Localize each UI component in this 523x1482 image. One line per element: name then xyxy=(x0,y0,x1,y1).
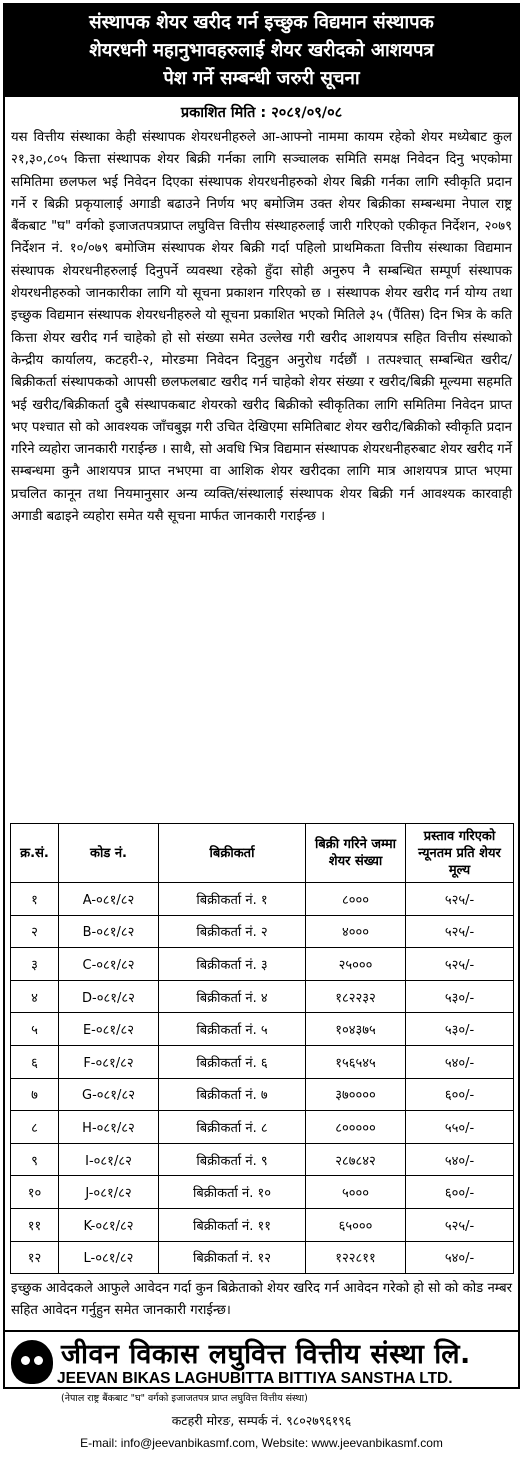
table-row xyxy=(11,1208,514,1241)
cell-code: L-०८१/८२ xyxy=(59,1241,159,1274)
header-seller: बिक्रीकर्ता xyxy=(159,824,306,883)
cell-min-price: ५४०/- xyxy=(406,1241,514,1274)
organization-address: कटहरी मोरङ, सम्पर्क नं. ९८०२७९६१९६ xyxy=(171,1413,352,1429)
organization-logo-icon xyxy=(11,1340,53,1384)
organization-name-nepali: जीवन विकास लघुवित्त वित्तीय संस्था लि. xyxy=(61,1339,471,1371)
published-date: प्रकाशित मिति : २०८१/०९/०८ xyxy=(180,105,343,121)
cell-code: B-०८१/८२ xyxy=(59,915,159,948)
applicant-note: इच्छुक आवेदकले आफुले आवेदन गर्दा कुन बिक्रेताको शेयर खरिद गर्न आवेदन गरेको हो सो को कोड नम्बर सहित आवेदन गर्नुहुन समेत जानकारी गराईन्छ। xyxy=(11,1281,512,1319)
cell-share-count: ५००० xyxy=(306,1176,406,1209)
cell-serial: ११ xyxy=(11,1208,59,1241)
cell-min-price: ६००/- xyxy=(406,1176,514,1209)
cell-serial: २ xyxy=(11,915,59,948)
cell-serial: ५ xyxy=(11,1013,59,1046)
notice-header xyxy=(5,5,518,97)
organization-name-english: JEEVAN BIKAS LAGHUBITTA BITTIYA SANSTHA LTD. xyxy=(57,1370,453,1388)
cell-min-price: ६००/- xyxy=(406,1078,514,1111)
cell-min-price: ५२५/- xyxy=(406,883,514,916)
cell-min-price: ५२५/- xyxy=(406,1208,514,1241)
cell-serial: १० xyxy=(11,1176,59,1209)
cell-share-count: २८७८४२ xyxy=(306,1143,406,1176)
cell-serial: ८ xyxy=(11,1111,59,1144)
cell-code: A-०८१/८२ xyxy=(59,883,159,916)
organization-subtitle: (नेपाल राष्ट्र बैंकबाट "घ" वर्गको इजाजतपत्र प्राप्त लघुवित्त वित्तीय संस्था) xyxy=(61,1393,308,1405)
header-share-count: बिक्री गरिने जम्मा शेयर संख्या xyxy=(306,824,406,883)
cell-code: K-०८१/८२ xyxy=(59,1208,159,1241)
table-row xyxy=(11,915,514,948)
cell-serial: ९ xyxy=(11,1143,59,1176)
header-line-1: संस्थापक शेयर खरीद गर्न इच्छुक विद्यमान संस्थापक xyxy=(89,12,434,33)
cell-serial: ४ xyxy=(11,980,59,1013)
cell-min-price: ५४०/- xyxy=(406,1143,514,1176)
cell-serial: ७ xyxy=(11,1078,59,1111)
table-row xyxy=(11,1045,514,1078)
cell-code: D-०८१/८२ xyxy=(59,980,159,1013)
cell-min-price: ५३०/- xyxy=(406,980,514,1013)
cell-seller: बिक्रीकर्ता नं. ५ xyxy=(159,1013,306,1046)
table-row xyxy=(11,1143,514,1176)
cell-share-count: ६५००० xyxy=(306,1208,406,1241)
table-row xyxy=(11,1078,514,1111)
logo-eye-right xyxy=(34,1356,43,1365)
cell-min-price: ५४०/- xyxy=(406,1045,514,1078)
cell-seller: बिक्रीकर्ता नं. ११ xyxy=(159,1208,306,1241)
header-line-3: पेश गर्ने सम्बन्धी जरुरी सूचना xyxy=(163,68,360,89)
cell-share-count: १२२८११ xyxy=(306,1241,406,1274)
header-code: कोड नं. xyxy=(59,824,159,883)
seller-table-header-row xyxy=(11,824,514,883)
cell-seller: बिक्रीकर्ता नं. १२ xyxy=(159,1241,306,1274)
logo-eye-left xyxy=(21,1356,30,1365)
cell-share-count: २५००० xyxy=(306,948,406,981)
table-row xyxy=(11,1241,514,1274)
cell-code: J-०८१/८२ xyxy=(59,1176,159,1209)
table-row xyxy=(11,1111,514,1144)
cell-serial: ३ xyxy=(11,948,59,981)
table-row xyxy=(11,1013,514,1046)
table-row xyxy=(11,948,514,981)
table-row xyxy=(11,1176,514,1209)
header-min-price: प्रस्ताव गरिएको न्यूनतम प्रति शेयर मूल्य xyxy=(406,824,514,883)
cell-min-price: ५५०/- xyxy=(406,1111,514,1144)
cell-code: H-०८१/८२ xyxy=(59,1111,159,1144)
cell-seller: बिक्रीकर्ता नं. २ xyxy=(159,915,306,948)
cell-seller: बिक्रीकर्ता नं. १ xyxy=(159,883,306,916)
cell-min-price: ५३०/- xyxy=(406,1013,514,1046)
cell-share-count: १८२२३२ xyxy=(306,980,406,1013)
seller-table-body xyxy=(11,883,514,1274)
organization-contact: E-mail: info@jeevanbikasmf.com, Website: www.jeevanbikasmf.com xyxy=(80,1436,443,1451)
cell-seller: बिक्रीकर्ता नं. ४ xyxy=(159,980,306,1013)
header-line-2: शेयरधनी महानुभावहरुलाई शेयर खरीदको आशयपत्र xyxy=(89,40,434,61)
table-row xyxy=(11,883,514,916)
notice-body-text: यस वित्तीय संस्थाका केही संस्थापक शेयरधनीहरुले आ-आफ्नो नाममा कायम रहेको शेयर मध्येबाट कुल २१,३०,८०५ कित्ता संस्थापक शेयर बिक्री गर्नका लागि सञ्चालक समिति समक्ष निवेदन दिनु भएकोमा समितिमा छलफल भई निवेदन दिएका संस्थापक शेयरधनीहरुको शेयर बिक्री गर्नका लागि स्वीकृति प्रदान गर्ने र बिक्री प्रकृयालाई अगाडी बढाउने निर्णय भए बमोजिम उक्त शेयर बिक्रीका सम्बन्धमा नेपाल राष्ट्र बैंकबाट "घ" वर्गको इजाजतपत्रप्राप्त लघुवित्त वित्तीय संस्थाहरुलाई जारी गरिएको एकीकृत निर्देशन, २०७९ निर्देशन नं. १०/०७९ बमोजिम संस्थापक शेयर बिक्री गर्दा पहिलो प्राथमिकता वित्तीय संस्थाका विद्यमान संस्थापक शेयरधनीहरुलाई दिनुपर्ने व्यवस्था रहेको हुँदा सोही अनुरुप नै सम्बन्धित सम्पूर्ण संस्थापक शेयरधनीहरुको जानकारीका लागि यो सूचना प्रकाशन गरिएको छ । संस्थापक शेयर खरीद गर्न योग्य तथा इच्छुक विद्यमान संस्थापक शेयरधनीहरुले यो सूचना प्रकाशित भएको मितिले ३५ (पैंतिस) दिन भित्र के कति कित्ता शेयर खरीद गर्न चाहेको हो सो संख्या समेत उल्लेख गरी खरीद आशयपत्र सहित वित्तीय संस्थाको केन्द्रीय कार्यालय, कटहरी-२, मोरङमा निवेदन दिनुहुन अनुरोध गर्दछौं । तत्पश्चात् सम्बन्धित खरीद/बिक्रीकर्ता संस्थापकको आपसी छलफलबाट खरीद गर्न चाहेको शेयर संख्या र खरीद/बिक्री मूल्यमा सहमति भई खरीद/बिक्रीकर्ता दुबै संस्थापकबाट शेयरको खरीद बिक्रीको स्वीकृतिका लागि समितिमा निवेदन प्राप्त भए पश्चात सो को आवश्यक जाँचबुझ गरी उचित देखिएमा समितिबाट शेयर खरीद/बिक्रीको स्वीकृति प्रदान गरिने व्यहोरा जानकारी गराईन्छ । साथै, सो अवधि भित्र विद्यमान संस्थापक शेयरधनीहरुबाट शेयर खरीद गर्ने सम्बन्धमा कुनै आशयपत्र प्राप्त नभएमा वा आशिक शेयर खरीदका लागि मात्र आशयपत्र प्राप्त भएमा प्रचलित कानून तथा नियमानुसार अन्य व्यक्ति/संस्थालाई संस्थापक शेयर बिक्री गर्न आवश्यक कारवाही अगाडी बढाइने व्यहोरा समेत यसै सूचना मार्फत जानकारी गराईन्छ । xyxy=(11,130,513,525)
cell-serial: १ xyxy=(11,883,59,916)
footer xyxy=(5,1332,518,1482)
cell-code: G-०८१/८२ xyxy=(59,1078,159,1111)
cell-code: F-०८१/८२ xyxy=(59,1045,159,1078)
cell-code: C-०८१/८२ xyxy=(59,948,159,981)
cell-serial: १२ xyxy=(11,1241,59,1274)
cell-seller: बिक्रीकर्ता नं. ७ xyxy=(159,1078,306,1111)
cell-serial: ६ xyxy=(11,1045,59,1078)
cell-seller: बिक्रीकर्ता नं. ६ xyxy=(159,1045,306,1078)
cell-share-count: ८००००० xyxy=(306,1111,406,1144)
cell-seller: बिक्रीकर्ता नं. ८ xyxy=(159,1111,306,1144)
cell-share-count: ३७०००० xyxy=(306,1078,406,1111)
notice-page xyxy=(3,3,520,1451)
header-serial: क्र.सं. xyxy=(11,824,59,883)
cell-share-count: १०४३७५ xyxy=(306,1013,406,1046)
seller-table xyxy=(10,823,514,1274)
cell-seller: बिक्रीकर्ता नं. १० xyxy=(159,1176,306,1209)
cell-seller: बिक्रीकर्ता नं. ९ xyxy=(159,1143,306,1176)
cell-min-price: ५२५/- xyxy=(406,915,514,948)
cell-share-count: ४००० xyxy=(306,915,406,948)
cell-code: E-०८१/८२ xyxy=(59,1013,159,1046)
cell-min-price: ५२५/- xyxy=(406,948,514,981)
cell-code: I-०८१/८२ xyxy=(59,1143,159,1176)
cell-seller: बिक्रीकर्ता नं. ३ xyxy=(159,948,306,981)
cell-share-count: १५६५४५ xyxy=(306,1045,406,1078)
table-row xyxy=(11,980,514,1013)
cell-share-count: ८००० xyxy=(306,883,406,916)
